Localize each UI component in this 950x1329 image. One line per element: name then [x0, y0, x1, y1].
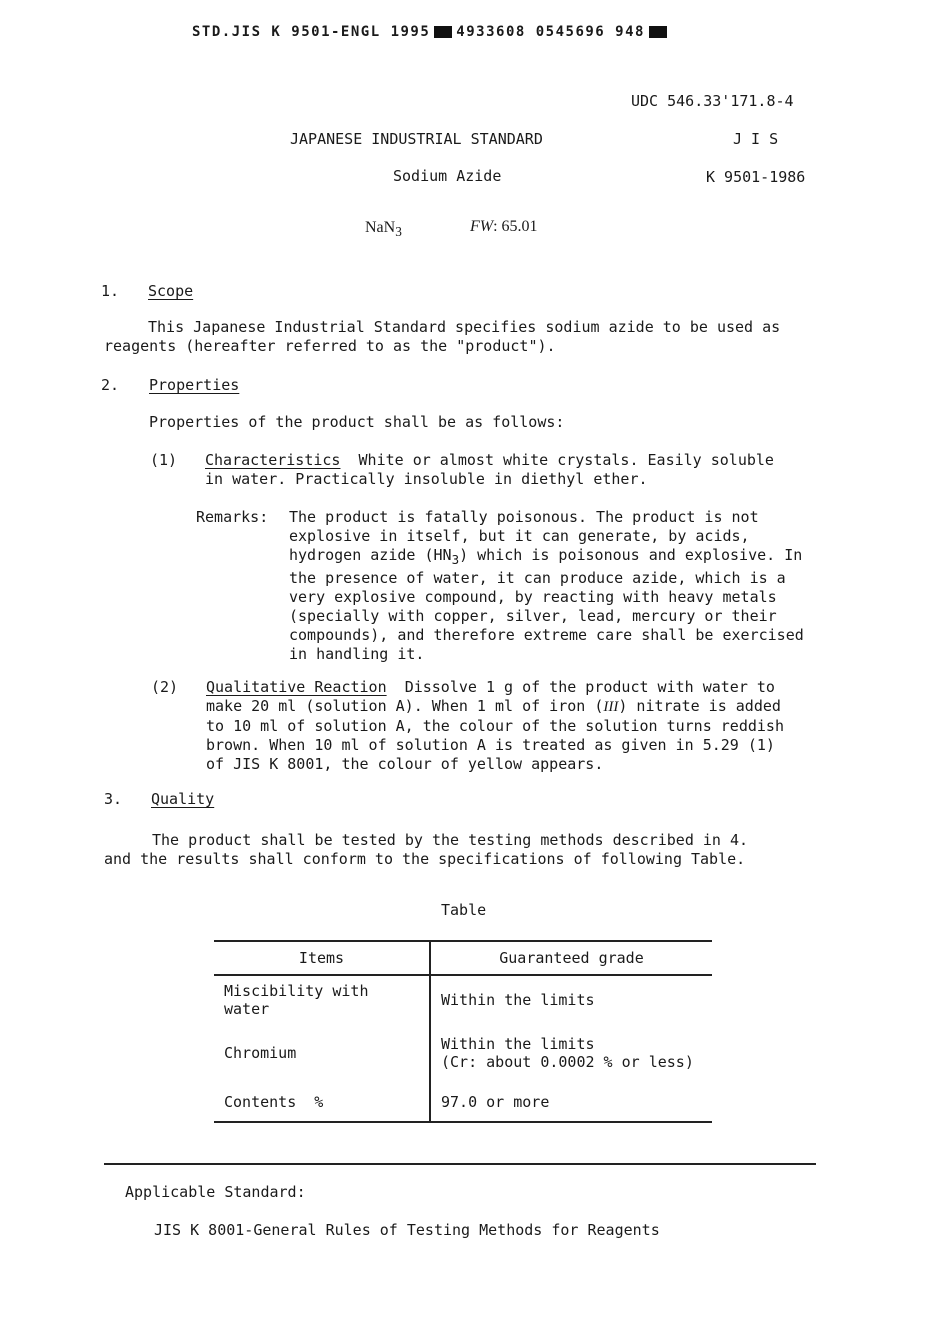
footer-divider	[104, 1163, 816, 1165]
item-cell: Contents %	[214, 1082, 430, 1122]
fw-value: : 65.01	[493, 218, 538, 235]
standard-title: JAPANESE INDUSTRIAL STANDARD	[290, 130, 543, 148]
document-stamp	[192, 24, 671, 40]
remarks-subscript: 3	[451, 552, 460, 567]
jis-mark: J I S	[733, 130, 779, 148]
item-number: (1)	[150, 451, 178, 469]
formula-base: NaN	[365, 219, 396, 236]
quality-text: The product shall be tested by the testing methods described in 4. and the results shall conform to the specifications of following Table.	[104, 831, 749, 868]
grade-cell: 97.0 or more	[430, 1082, 712, 1122]
fw-label: FW	[470, 218, 494, 235]
item-number: (2)	[151, 678, 179, 696]
grade-cell	[430, 1024, 712, 1082]
item-cell: Chromium	[214, 1024, 430, 1082]
table-row	[214, 1024, 712, 1082]
section-number: 3.	[104, 790, 123, 808]
table-row	[214, 975, 712, 1024]
section-number: 1.	[101, 282, 120, 300]
product-name: Sodium Azide	[393, 167, 502, 185]
standard-number: K 9501-1986	[706, 168, 806, 186]
stamp-code: STD.JIS K 9501-ENGL 1995	[192, 24, 431, 40]
item-cell: Miscibility with water	[214, 975, 430, 1024]
properties-intro: Properties of the product shall be as follows:	[149, 413, 565, 431]
specification-table	[214, 940, 712, 1123]
table-row	[214, 1082, 712, 1122]
remarks-text-a: The product is fatally poisonous. The product is not explosive in itself, but it can generate, by acids, hydrogen azide (HN	[289, 508, 759, 564]
section-heading-properties: Properties	[149, 376, 240, 394]
remarks-text-b: ) which is poisonous and explosive. In the presence of water, it can produce azide, which is a very explosive compound, by reacting with heavy metals (specially with copper, silver, lead, mercury or their compounds), and therefore extreme care shall be exercised in handling it.	[289, 546, 804, 663]
stamp-block-icon	[434, 26, 452, 38]
formula-subscript: 3	[395, 224, 402, 240]
column-header: Guaranteed grade	[430, 941, 712, 975]
characteristics-paragraph	[205, 451, 797, 489]
grade-cell: Within the limits	[441, 991, 595, 1009]
section-heading-scope: Scope	[148, 282, 194, 300]
table-caption: Table	[441, 901, 487, 919]
chemical-formula	[365, 219, 402, 240]
remarks-label: Remarks:	[196, 508, 269, 526]
column-header: Items	[214, 941, 430, 975]
table-header-row	[214, 941, 712, 975]
applicable-label: Applicable Standard:	[125, 1183, 306, 1201]
qualitative-paragraph	[206, 678, 801, 774]
qualitative-text-a: Dissolve 1 g of the product with water to make 20 ml (solution A). When 1 ml of iron (	[206, 678, 775, 715]
characteristics-heading: Characteristics	[205, 451, 341, 469]
qualitative-heading: Qualitative Reaction	[206, 678, 387, 696]
scope-text: This Japanese Industrial Standard specifies sodium azide to be used as reagents (hereafter referred to as the "product").	[104, 318, 781, 355]
remarks-text	[289, 508, 813, 664]
formula-weight	[470, 218, 538, 236]
section-heading-quality: Quality	[151, 790, 215, 808]
grade-line: Within the limits	[441, 1035, 595, 1053]
section-number: 2.	[101, 376, 120, 394]
characteristics-text: White or almost white crystals. Easily soluble in water. Practically insoluble in diethyl ether.	[205, 451, 774, 488]
roman-numeral: III	[603, 699, 619, 715]
qualitative-text-b: ) nitrate is added to 10 ml of solution A, the colour of the solution turns reddish brown. When 10 ml of solution A is treated as given in 5.29 (1) of JIS K 8001, the colour of yellow appears.	[206, 697, 784, 773]
udc-code: UDC 546.33'171.8-4	[631, 92, 794, 110]
stamp-block-icon	[649, 26, 667, 38]
applicable-standard: JIS K 8001-General Rules of Testing Methods for Reagents	[154, 1221, 660, 1239]
stamp-number: 4933608 0545696 948	[456, 24, 645, 40]
grade-line: (Cr: about 0.0002 % or less)	[441, 1053, 694, 1071]
